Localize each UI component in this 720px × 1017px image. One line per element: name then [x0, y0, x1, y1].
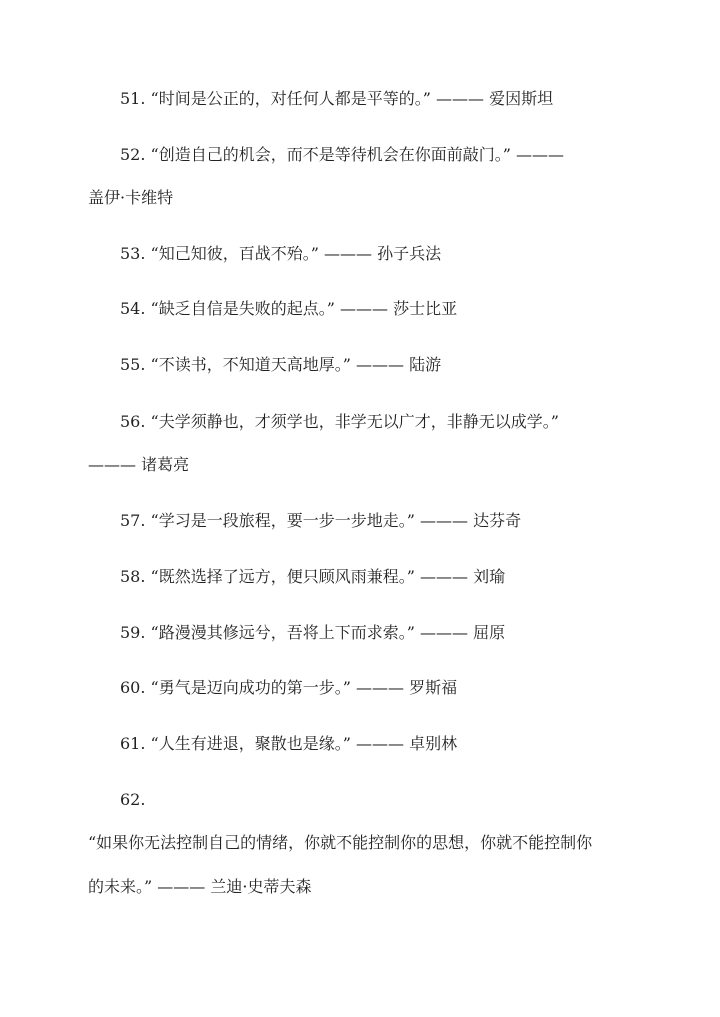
- quote-62-author: 的未来。” ——— 兰迪·史蒂夫森: [88, 877, 312, 896]
- quote-54: 54. “缺乏自信是失败的起点。” ——— 莎士比亚: [120, 299, 458, 318]
- quote-60: 60. “勇气是迈向成功的第一步。” ——— 罗斯福: [120, 678, 458, 697]
- quote-53: 53. “知己知彼，百战不殆。” ——— 孙子兵法: [120, 244, 442, 263]
- quote-57: 57. “学习是一段旅程，要一步一步地走。” ——— 达芬奇: [120, 511, 522, 530]
- quote-58: 58. “既然选择了远方，便只顾风雨兼程。” ——— 刘瑜: [120, 567, 506, 586]
- quote-56: 56. “夫学须静也，才须学也，非学无以广才，非静无以成学。”: [120, 412, 559, 431]
- quote-51: 51. “时间是公正的，对任何人都是平等的。” ——— 爱因斯坦: [120, 89, 554, 108]
- quote-62-text: “如果你无法控制自己的情绪，你就不能控制你的思想，你就不能控制你: [88, 833, 593, 852]
- quote-56-author: ——— 诸葛亮: [88, 455, 190, 474]
- quote-55: 55. “不读书，不知道天高地厚。” ——— 陆游: [120, 355, 442, 374]
- quote-61: 61. “人生有进退，聚散也是缘。” ——— 卓别林: [120, 734, 458, 753]
- quote-59: 59. “路漫漫其修远兮，吾将上下而求索。” ——— 屈原: [120, 623, 506, 642]
- quote-52: 52. “创造自己的机会，而不是等待机会在你面前敲门。” ———: [120, 145, 564, 164]
- quote-62-number: 62.: [120, 790, 146, 809]
- quote-52-author: 盖伊·卡维特: [88, 188, 174, 207]
